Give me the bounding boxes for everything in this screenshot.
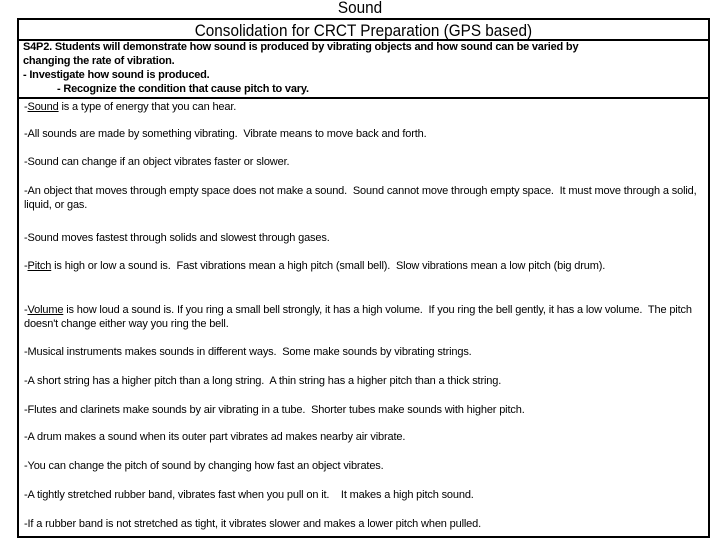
fact-text: An object that moves through empty space does not make a sound. Sound cannot move through empty space. It must move through a solid, liquid, or gas.	[24, 185, 700, 211]
bullet-dash: -	[24, 404, 28, 416]
bullet-dash: -	[24, 346, 28, 358]
fact-item	[24, 101, 700, 115]
fact-item	[24, 185, 700, 212]
fact-text: A short string has a higher pitch than a long string. A thin string has a higher pitch than a thick string.	[27, 375, 502, 387]
fact-item	[24, 518, 700, 532]
fact-item	[24, 156, 700, 170]
fact-item	[24, 431, 700, 445]
fact-text: is how loud a sound is. If you ring a small bell strongly, it has a high volume. If you ring the bell gently, it has a low volume. The pitch doesn't change either way you ring the bell.	[24, 304, 695, 330]
content-frame	[17, 18, 710, 538]
bullet-dash: -	[24, 518, 28, 530]
fact-item	[24, 346, 700, 360]
bullet-dash: -	[24, 156, 28, 168]
bullet-dash: -	[24, 260, 28, 272]
bullet-dash: -	[24, 431, 28, 443]
fact-item	[24, 404, 700, 418]
page-title: Sound	[337, 0, 383, 17]
bullet-dash: -	[24, 304, 28, 316]
bullet-dash: -	[24, 375, 28, 387]
fact-text: is high or low a sound is. Fast vibrations mean a high pitch (small bell). Slow vibrations mean a low pitch (big drum).	[51, 260, 606, 272]
fact-text: Flutes and clarinets make sounds by air vibrating in a tube. Shorter tubes make sounds with higher pitch.	[27, 404, 525, 416]
fact-text: Sound can change if an object vibrates faster or slower.	[27, 156, 290, 168]
fact-item	[24, 128, 700, 142]
fact-item	[24, 489, 700, 503]
bullet-dash: -	[24, 101, 28, 113]
fact-text: Sound moves fastest through solids and slowest through gases.	[27, 232, 330, 244]
fact-text: You can change the pitch of sound by changing how fast an object vibrates.	[27, 460, 384, 472]
key-term: Pitch	[27, 260, 52, 272]
fact-item	[24, 375, 700, 389]
fact-text: If a rubber band is not stretched as tight, it vibrates slower and makes a lower pitch when pulled.	[27, 518, 482, 530]
key-term: Volume	[27, 304, 64, 316]
bullet-dash: -	[24, 128, 28, 140]
bullet-dash: -	[24, 489, 28, 501]
fact-text: A tightly stretched rubber band, vibrates fast when you pull on it. It makes a high pitch sound.	[27, 489, 474, 501]
fact-item	[24, 304, 700, 331]
key-term: Sound	[27, 101, 59, 113]
bullet-dash: -	[24, 185, 28, 197]
fact-item	[24, 460, 700, 474]
fact-item	[24, 260, 700, 274]
standard-line: - Recognize the condition that cause pitch to vary.	[57, 83, 309, 95]
fact-item	[24, 232, 700, 246]
subtitle-text: Consolidation for CRCT Preparation (GPS based)	[194, 21, 533, 40]
standard-box	[19, 39, 708, 99]
subtitle	[19, 20, 708, 41]
standard-line: - Investigate how sound is produced.	[23, 69, 210, 81]
bullet-dash: -	[24, 232, 28, 244]
standard-line: changing the rate of vibration.	[23, 55, 175, 67]
fact-text: A drum makes a sound when its outer part vibrates ad makes nearby air vibrate.	[27, 431, 406, 443]
fact-text: Musical instruments makes sounds in different ways. Some make sounds by vibrating strings.	[27, 346, 472, 358]
standard-line: S4P2. Students will demonstrate how sound is produced by vibrating objects and how sound can be varied by	[23, 41, 579, 53]
bullet-dash: -	[24, 460, 28, 472]
fact-text: All sounds are made by something vibrating. Vibrate means to move back and forth.	[27, 128, 427, 140]
fact-text: is a type of energy that you can hear.	[58, 101, 237, 113]
